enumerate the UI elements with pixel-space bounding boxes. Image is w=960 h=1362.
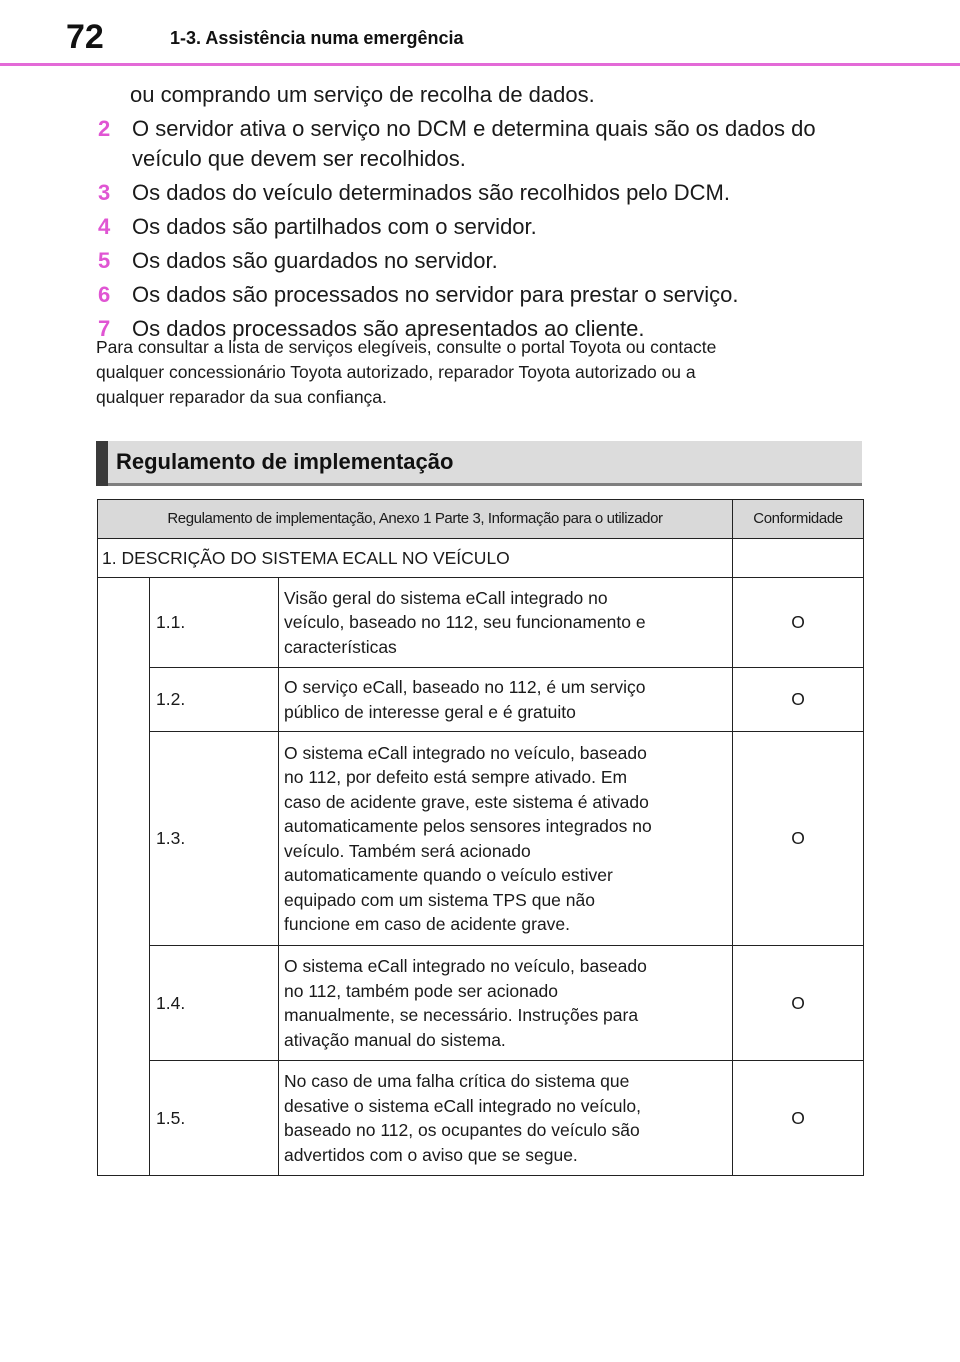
item-description [279, 578, 733, 668]
item-number: 1.2. [150, 668, 279, 732]
section-title: 1-3. Assistência numa emergência [170, 28, 464, 48]
item-description [279, 732, 733, 946]
step-item [96, 178, 876, 208]
note-paragraph [96, 335, 856, 410]
item-description-line: veículo, baseado no 112, seu funcionamento e [284, 612, 646, 633]
item-description [279, 1061, 733, 1176]
step-text-line: Os dados são partilhados com o servidor. [132, 214, 537, 239]
table-indent-cell [98, 578, 150, 1176]
description-title: 1. DESCRIÇÃO DO SISTEMA ECALL NO VEÍCULO [98, 539, 733, 578]
table-row [98, 668, 864, 732]
item-number: 1.3. [150, 732, 279, 946]
step-number: 2 [98, 116, 111, 141]
step-text [132, 246, 876, 276]
item-description-line: manualmente, se necessário. Instruções para [284, 1005, 639, 1025]
item-description-line: funcione em caso de acidente grave. [284, 914, 571, 934]
item-number: 1.4. [150, 946, 279, 1061]
page-number: 72 [66, 18, 104, 56]
item-description-line: no 112, por defeito está sempre ativado. Em [284, 767, 628, 787]
step-text-line: O servidor ativa o serviço no DCM e determina quais são os dados do [132, 116, 816, 141]
step-list [96, 114, 876, 348]
intro-text: ou comprando um serviço de recolha de dados. [130, 82, 595, 107]
table-row [98, 946, 864, 1061]
item-description-line: No caso de uma falha crítica do sistema que [284, 1071, 630, 1091]
subsection-marker [96, 441, 108, 486]
regulation-table [97, 499, 864, 1176]
step-text-line: Os dados são processados no servidor para prestar o serviço. [132, 282, 739, 307]
item-description-line: características [284, 636, 397, 657]
step-number: 4 [98, 214, 111, 239]
item-description-line: baseado no 112, os ocupantes do veículo são [284, 1120, 640, 1140]
table-row [98, 578, 864, 668]
table-row [98, 539, 864, 578]
item-description-line: caso de acidente grave, este sistema é ativado [284, 791, 649, 812]
step-item [96, 246, 876, 276]
step-item [96, 114, 876, 174]
conformity-value: O [733, 1061, 864, 1176]
item-description-line: O serviço eCall, baseado no 112, é um serviço [284, 677, 646, 697]
item-description-line: público de interesse geral e é gratuito [284, 701, 576, 722]
conformity-value: O [733, 578, 864, 668]
item-description [279, 668, 733, 732]
step-number: 6 [98, 282, 111, 307]
note-line: qualquer concessionário Toyota autorizado, reparador Toyota autorizado ou a [96, 362, 696, 382]
step-text-line: Os dados são guardados no servidor. [132, 248, 498, 273]
description-conformity-cell [733, 539, 864, 578]
item-description-line: automaticamente quando o veículo estiver [284, 865, 613, 885]
step-item [96, 280, 876, 310]
item-description-line: no 112, também pode ser acionado [284, 980, 559, 1001]
item-description-line: ativação manual do sistema. [284, 1029, 506, 1050]
step-text [132, 178, 876, 208]
note-line: Para consultar a lista de serviços elegíveis, consulte o portal Toyota ou contacte [96, 337, 717, 357]
table-row [98, 732, 864, 946]
step-number: 3 [98, 180, 111, 205]
note-line: qualquer reparador da sua confiança. [96, 387, 387, 407]
table-header-conformity: Conformidade [733, 500, 864, 539]
item-description-line: automaticamente pelos sensores integrados no [284, 816, 652, 836]
conformity-value: O [733, 732, 864, 946]
step-text-line: Os dados do veículo determinados são recolhidos pelo DCM. [132, 180, 730, 205]
item-description-line: equipado com um sistema TPS que não [284, 889, 595, 910]
item-number: 1.1. [150, 578, 279, 668]
step-number: 5 [98, 248, 111, 273]
subsection-title: Regulamento de implementação [116, 449, 454, 474]
item-description-line: Visão geral do sistema eCall integrado no [284, 587, 608, 608]
step-text-line: Os dados processados são apresentados ao cliente. [132, 316, 645, 341]
conformity-value: O [733, 668, 864, 732]
step-text [132, 212, 876, 242]
step-item [96, 212, 876, 242]
step-number: 7 [98, 316, 111, 341]
item-description-line: desative o sistema eCall integrado no veículo, [284, 1095, 642, 1116]
item-number: 1.5. [150, 1061, 279, 1176]
item-description-line: advertidos com o aviso que se segue. [284, 1144, 578, 1165]
item-description-line: veículo. Também será acionado [284, 840, 531, 861]
item-description-line: O sistema eCall integrado no veículo, baseado [284, 956, 647, 976]
table-header-regulation: Regulamento de implementação, Anexo 1 Parte 3, Informação para o utilizador [98, 500, 733, 539]
step-text-line: veículo que devem ser recolhidos. [132, 146, 466, 171]
step-text [132, 114, 876, 174]
item-description-line: O sistema eCall integrado no veículo, baseado [284, 742, 647, 763]
step-text [132, 280, 876, 310]
table-row [98, 1061, 864, 1176]
conformity-value: O [733, 946, 864, 1061]
item-description [279, 946, 733, 1061]
page-header [0, 0, 960, 66]
header-divider [0, 63, 960, 66]
subsection-heading [96, 441, 862, 486]
